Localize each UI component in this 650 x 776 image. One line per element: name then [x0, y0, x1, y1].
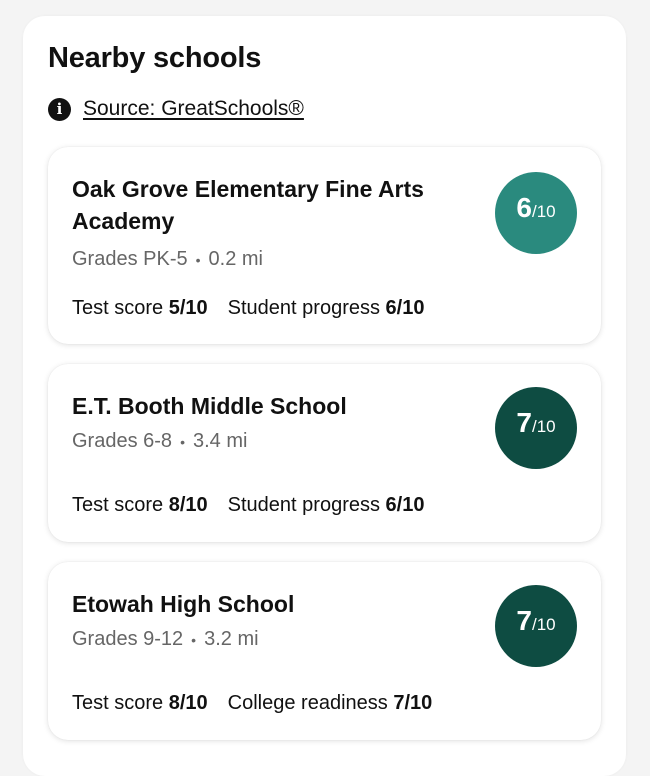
meta-separator: •: [180, 433, 185, 450]
rating-scale: /10: [531, 202, 556, 221]
school-meta: [72, 248, 263, 271]
source-row: [48, 97, 304, 121]
school-card[interactable]: [48, 147, 601, 344]
score-label: Test score: [72, 297, 164, 319]
score-item: [228, 692, 433, 715]
school-name: Etowah High School: [72, 591, 295, 617]
score-item: [72, 297, 208, 320]
score-label: Test score: [72, 494, 164, 516]
section-title: Nearby schools: [48, 42, 262, 74]
rating-number: 6: [516, 192, 532, 223]
meta-separator: •: [195, 251, 201, 268]
score-value: 6/10: [385, 297, 425, 319]
score-label: Student progress: [227, 494, 380, 516]
score-item: [228, 297, 425, 320]
rating-number: 7: [516, 605, 532, 636]
rating-number: 7: [516, 407, 532, 438]
school-distance: 0.2 mi: [208, 248, 263, 270]
score-label: Test score: [72, 692, 164, 714]
school-meta: [72, 430, 247, 453]
score-item: [72, 692, 208, 715]
school-distance: 3.2 mi: [204, 628, 259, 650]
school-meta: [72, 628, 259, 651]
school-name: Oak Grove Elementary Fine Arts Academy: [72, 176, 424, 234]
rating-badge: [495, 387, 577, 469]
score-item: [72, 494, 208, 517]
school-scores: [72, 297, 424, 320]
nearby-schools-panel: [23, 16, 626, 776]
rating-scale: /10: [531, 417, 556, 436]
score-value: 7/10: [393, 692, 433, 714]
school-grades: Grades 6-8: [72, 430, 173, 452]
rating-badge: [495, 172, 577, 254]
school-name: E.T. Booth Middle School: [72, 393, 347, 419]
school-scores: [72, 494, 424, 517]
score-label: Student progress: [227, 297, 380, 319]
score-item: [228, 494, 425, 517]
school-distance: 3.4 mi: [192, 430, 248, 452]
school-grades: Grades PK-5: [72, 248, 188, 270]
school-grades: Grades 9-12: [72, 628, 184, 650]
score-value: 5/10: [168, 297, 208, 319]
info-icon[interactable]: i: [48, 98, 71, 121]
rating-scale: /10: [531, 615, 556, 634]
school-card[interactable]: [48, 364, 601, 542]
school-card[interactable]: [48, 562, 601, 740]
rating-badge: [495, 585, 577, 667]
score-value: 8/10: [168, 692, 208, 714]
meta-separator: •: [191, 631, 197, 648]
score-label: College readiness: [227, 692, 388, 714]
score-value: 8/10: [168, 494, 208, 516]
score-value: 6/10: [385, 494, 425, 516]
source-link[interactable]: Source: GreatSchools®: [83, 97, 304, 120]
school-scores: [72, 692, 432, 715]
